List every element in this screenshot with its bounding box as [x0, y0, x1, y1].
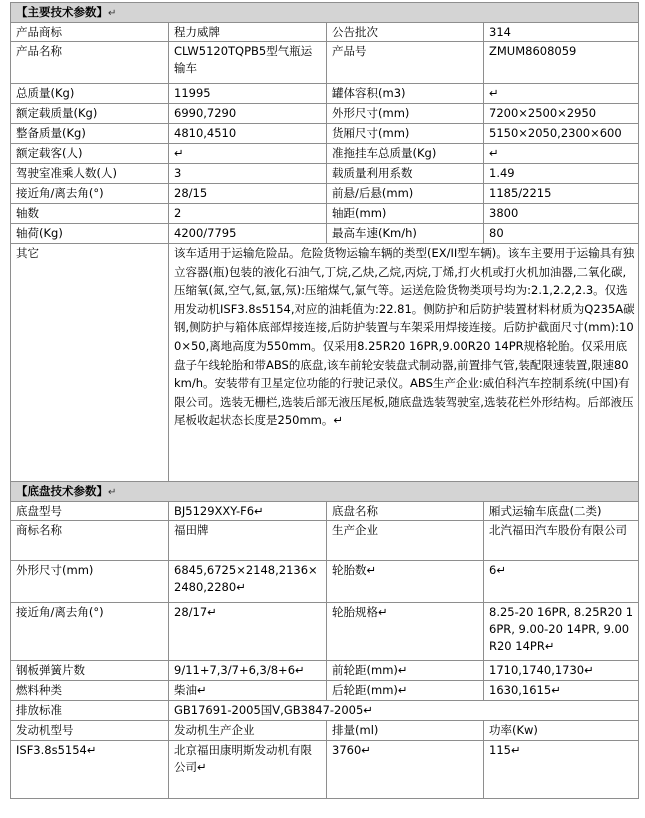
cell-value: GB17691-2005国V,GB3847-2005↵ — [169, 701, 639, 721]
cell-value: ISF3.8s5154↵ — [11, 741, 169, 799]
paragraph-mark-icon: ↵ — [108, 487, 117, 498]
cell-value: 2 — [169, 204, 327, 224]
cell-label: 产品号 — [327, 42, 484, 84]
paragraph-mark-icon: ↵ — [108, 8, 117, 19]
chassis-section-title: 【底盘技术参数】 — [16, 484, 108, 498]
spec-table — [10, 2, 639, 799]
cell-label: 公告批次 — [327, 23, 484, 42]
cell-value: ↵ — [484, 144, 639, 164]
cell-label: 底盘型号 — [11, 502, 169, 521]
engine-row — [11, 741, 639, 799]
table-row — [11, 124, 639, 144]
cell-value: ↵ — [484, 84, 639, 104]
cell-label: 产品商标 — [11, 23, 169, 42]
cell-value: 28/17↵ — [169, 603, 327, 661]
cell-value: 80 — [484, 224, 639, 244]
other-row — [11, 244, 639, 482]
cell-label: 最高车速(Km/h) — [327, 224, 484, 244]
table-row — [11, 84, 639, 104]
cell-label: 发动机生产企业 — [169, 721, 327, 741]
cell-label: 外形尺寸(mm) — [11, 561, 169, 603]
cell-label: 前轮距(mm)↵ — [327, 661, 484, 681]
chassis-section-cell — [11, 482, 639, 502]
cell-value: 11995 — [169, 84, 327, 104]
cell-value: 3800 — [484, 204, 639, 224]
cell-value: 7200×2500×2950 — [484, 104, 639, 124]
table-row — [11, 164, 639, 184]
cell-label: 生产企业 — [327, 521, 484, 561]
cell-label: 额定载客(人) — [11, 144, 169, 164]
cell-value: 1630,1615↵ — [484, 681, 639, 701]
cell-value: 6↵ — [484, 561, 639, 603]
cell-label: 钢板弹簧片数 — [11, 661, 169, 681]
cell-value: 北汽福田汽车股份有限公司 — [484, 521, 639, 561]
cell-label: 商标名称 — [11, 521, 169, 561]
cell-value: 柴油↵ — [169, 681, 327, 701]
chassis-section-header — [11, 482, 639, 502]
cell-label: 驾驶室准乘人数(人) — [11, 164, 169, 184]
table-row — [11, 561, 639, 603]
cell-label: 接近角/离去角(°) — [11, 184, 169, 204]
cell-value: 程力威牌 — [169, 23, 327, 42]
cell-value: ZMUM8608059 — [484, 42, 639, 84]
cell-label: 货厢尺寸(mm) — [327, 124, 484, 144]
cell-label: 底盘名称 — [327, 502, 484, 521]
cell-label: 排放标准 — [11, 701, 169, 721]
table-row — [11, 681, 639, 701]
cell-value: 3 — [169, 164, 327, 184]
table-row — [11, 224, 639, 244]
cell-value: 28/15 — [169, 184, 327, 204]
cell-label: 排量(ml) — [327, 721, 484, 741]
cell-label: 发动机型号 — [11, 721, 169, 741]
cell-value: 1710,1740,1730↵ — [484, 661, 639, 681]
cell-label: 接近角/离去角(°) — [11, 603, 169, 661]
cell-label: 轮胎规格↵ — [327, 603, 484, 661]
table-row — [11, 104, 639, 124]
cell-value: 4810,4510 — [169, 124, 327, 144]
cell-value: BJ5129XXY-F6↵ — [169, 502, 327, 521]
cell-label: 产品名称 — [11, 42, 169, 84]
cell-value: 厢式运输车底盘(二类) — [484, 502, 639, 521]
cell-value: 1.49 — [484, 164, 639, 184]
table-row — [11, 521, 639, 561]
table-row — [11, 23, 639, 42]
cell-label: 燃料种类 — [11, 681, 169, 701]
cell-value: 1185/2215 — [484, 184, 639, 204]
table-row — [11, 502, 639, 521]
cell-label: 额定载质量(Kg) — [11, 104, 169, 124]
table-row — [11, 42, 639, 84]
emission-row — [11, 701, 639, 721]
table-row — [11, 661, 639, 681]
table-row — [11, 144, 639, 164]
cell-label: 轴距(mm) — [327, 204, 484, 224]
cell-label: 罐体容积(m3) — [327, 84, 484, 104]
cell-value: 福田牌 — [169, 521, 327, 561]
cell-value: 6990,7290 — [169, 104, 327, 124]
cell-label: 外形尺寸(mm) — [327, 104, 484, 124]
table-row — [11, 184, 639, 204]
cell-label: 后轮距(mm)↵ — [327, 681, 484, 701]
cell-label: 前悬/后悬(mm) — [327, 184, 484, 204]
main-section-cell — [11, 3, 639, 23]
cell-label: 轮胎数↵ — [327, 561, 484, 603]
other-description: 该车适用于运输危险品。危险货物运输车辆的类型(EX/II型车辆)。该车主要用于运输具有独立容器(瓶)包装的液化石油气,丁烷,乙炔,乙烷,丙烷,丁烯,打火机或打火机加油器,二氧化碳,压缩氧(氮,空气,氦,氩,氖):压缩煤气,氯气等。运送危险货物类项号均为:2.1,2.2,2.3。仅选用发动机ISF3.8s5154,对应的油耗值为:22.81。侧防护和后防护装置材料材质为Q235A碳钢,侧防护与箱体底部焊接连接,后防护装置与车架采用焊接连接。后防护截面尺寸(mm):100×50,离地高度为550mm。仅采用8.25R20 16PR,9.00R20 14PR规格轮胎。仅采用底盘子午线轮胎和带ABS的底盘,该车前轮安装盘式制动器,前置排气管,装配限速装置,限速80km/h。安装带有卫星定位功能的行驶记录仪。ABS生产企业:威伯科汽车控制系统(中国)有限公司。选装无栅栏,选装后部无液压尾板,随底盘选装驾驶室,选装花栏外形结构。后部液压尾板收起状态长度是250mm。↵ — [169, 244, 639, 482]
cell-label: 整备质量(Kg) — [11, 124, 169, 144]
cell-value: 5150×2050,2300×600 — [484, 124, 639, 144]
cell-value: 314 — [484, 23, 639, 42]
cell-label: 载质量利用系数 — [327, 164, 484, 184]
cell-value: 6845,6725×2148,2136×2480,2280↵ — [169, 561, 327, 603]
table-row — [11, 204, 639, 224]
main-section-title: 【主要技术参数】 — [16, 5, 108, 19]
main-section-header — [11, 3, 639, 23]
cell-label: 轴数 — [11, 204, 169, 224]
cell-value: 3760↵ — [327, 741, 484, 799]
cell-value: 9/11+7,3/7+6,3/8+6↵ — [169, 661, 327, 681]
cell-value: ↵ — [169, 144, 327, 164]
cell-value: CLW5120TQPB5型气瓶运输车 — [169, 42, 327, 84]
table-row — [11, 603, 639, 661]
cell-value: 北京福田康明斯发动机有限公司↵ — [169, 741, 327, 799]
cell-value: 115↵ — [484, 741, 639, 799]
cell-value: 8.25-20 16PR, 8.25R20 16PR, 9.00-20 14PR, 9.00R20 14PR↵ — [484, 603, 639, 661]
cell-value: 4200/7795 — [169, 224, 327, 244]
cell-label: 总质量(Kg) — [11, 84, 169, 104]
cell-label: 功率(Kw) — [484, 721, 639, 741]
engine-header-row — [11, 721, 639, 741]
cell-label: 轴荷(Kg) — [11, 224, 169, 244]
other-label: 其它 — [11, 244, 169, 482]
cell-label: 准拖挂车总质量(Kg) — [327, 144, 484, 164]
